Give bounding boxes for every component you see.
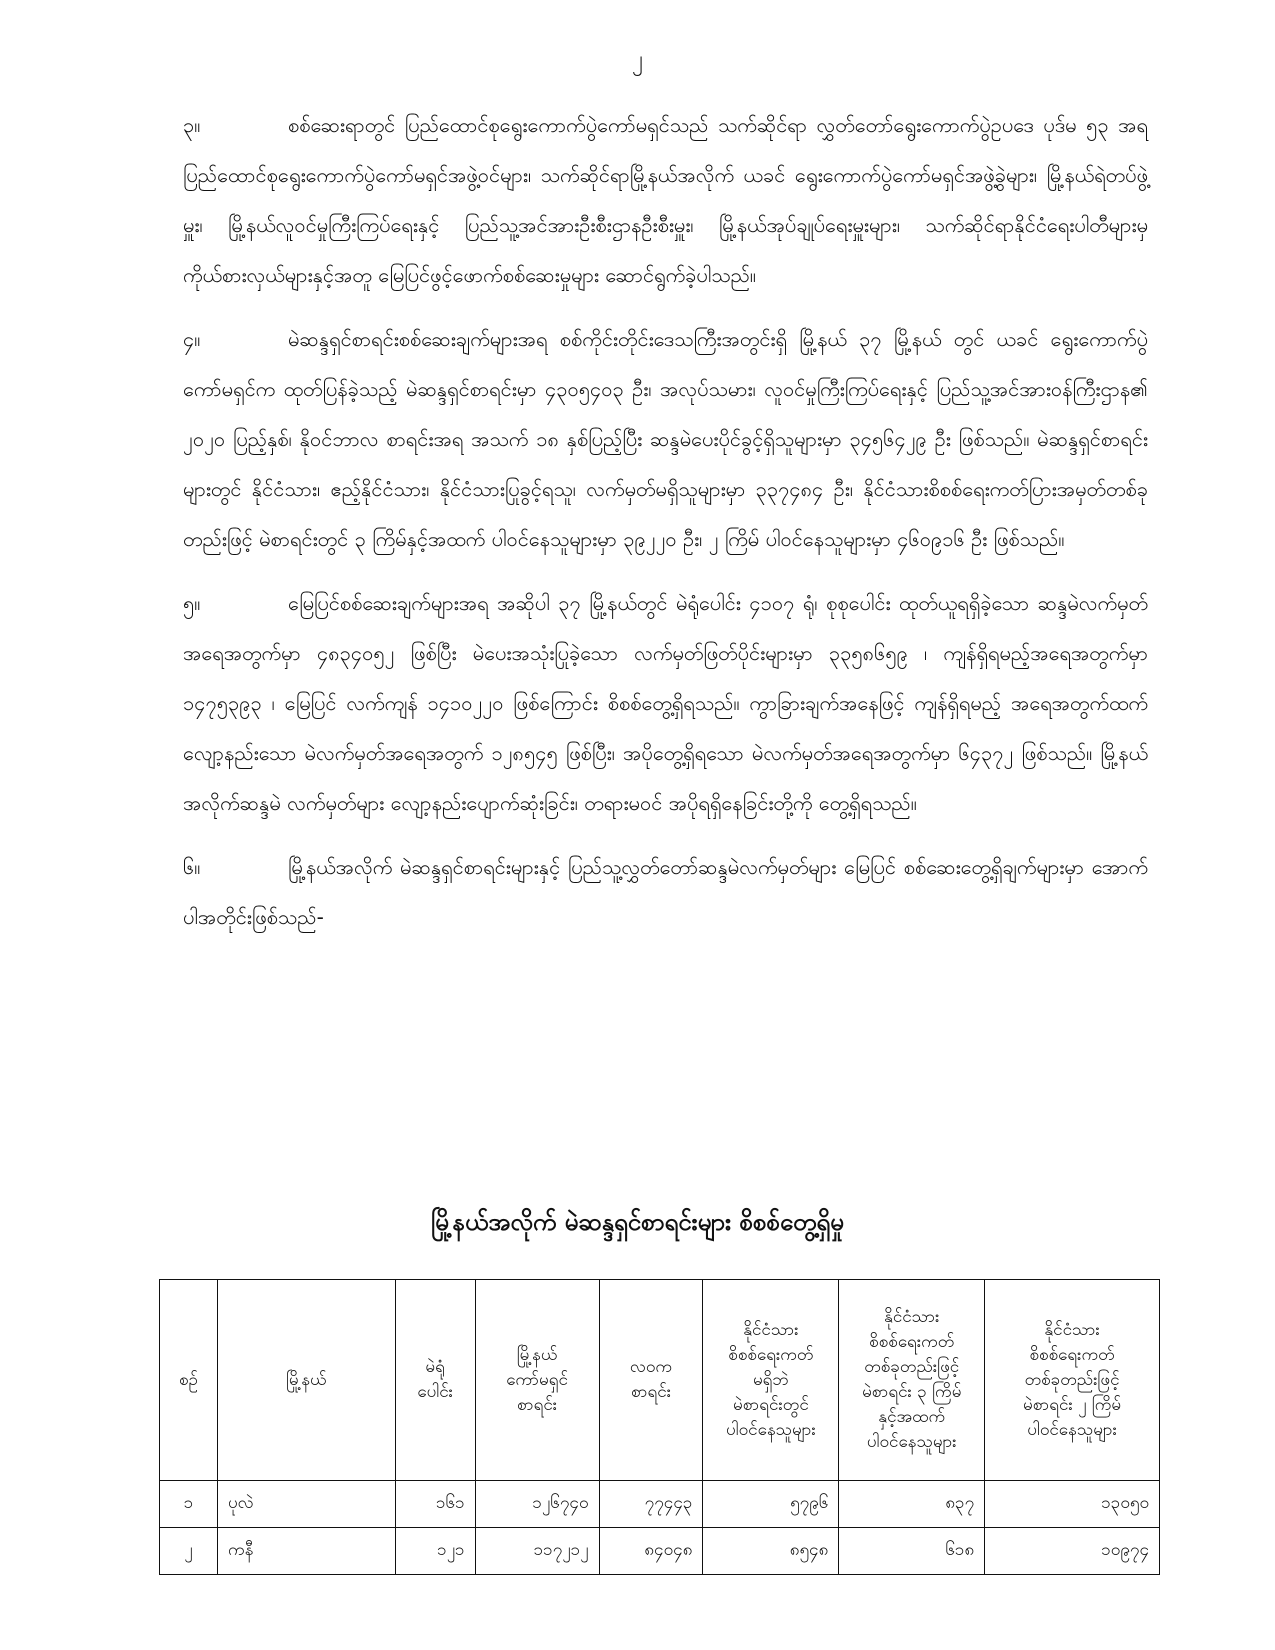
cell-immigration-list: ၈၄၀၄၈ — [599, 1528, 703, 1575]
cell-immigration-list: ၇၇၄၄၃ — [599, 1481, 703, 1528]
header-listed-twice: နိုင်ငံသား စိစစ်ရေးကတ် တစ်ခုတည်းဖြင့် မဲစာရင်း ၂ ကြိမ် ပါဝင်နေသူများ — [985, 1280, 1160, 1481]
cell-township-commission-list: ၁၂၆၇၄၀ — [475, 1481, 599, 1528]
township-voter-list-table — [159, 1279, 1160, 1575]
paragraph-3 — [183, 100, 1148, 300]
cell-township: ပုလဲ — [217, 1481, 395, 1528]
paragraph-number: ၅။ — [183, 591, 201, 615]
cell-listed-three-or-more-times: ၆၁၈ — [839, 1528, 985, 1575]
body-text — [183, 100, 1148, 956]
paragraph-number: ၄။ — [183, 327, 201, 351]
paragraph-text: စစ်ဆေးရာတွင် ပြည်ထောင်စုရွေးကောက်ပွဲကော်မရှင်သည် သက်ဆိုင်ရာ လွှတ်တော်ရွေးကောက်ပွဲဥပဒေ ပုဒ်မ ၅၃ အရ ပြည်ထောင်စုရွေးကောက်ပွဲကော်မရှင်အဖွဲ့ဝင်များ၊ သက်ဆိုင်ရာမြို့နယ်အလိုက် ယခင် ရွေးကောက်ပွဲကော်မရှင်အဖွဲ့ခွဲများ၊ မြို့နယ်ရဲတပ်ဖွဲ့မှူး၊ မြို့နယ်လူဝင်မှုကြီးကြပ်ရေးနှင့် ပြည်သူ့အင်အားဦးစီးဌာနဦးစီးမှူး၊ မြို့နယ်အုပ်ချုပ်ရေးမှူးများ၊ သက်ဆိုင်ရာနိုင်ငံရေးပါတီများမှ ကိုယ်စားလှယ်များနှင့်အတူ မြေပြင်ဖွင့်ဖောက်စစ်ဆေးမှုများ ဆောင်ရွက်ခဲ့ပါသည်။ — [183, 113, 1148, 287]
paragraph-5 — [183, 578, 1148, 828]
header-listed-three-or-more-times: နိုင်ငံသား စိစစ်ရေးကတ် တစ်ခုတည်းဖြင့် မဲစာရင်း ၃ ကြိမ် နှင့်အထက် ပါဝင်နေသူများ — [839, 1280, 985, 1481]
header-immigration-list: လဝက စာရင်း — [599, 1280, 703, 1481]
cell-serial-no: ၁ — [160, 1481, 218, 1528]
cell-listed-three-or-more-times: ၈၃၇ — [839, 1481, 985, 1528]
paragraph-text: မြေပြင်စစ်ဆေးချက်များအရ အဆိုပါ ၃၇ မြို့နယ်တွင် မဲရုံပေါင်း ၄၁၀၇ ရုံ၊ စုစုပေါင်း ထုတ်ယူရရှိခဲ့သော ဆန္ဒမဲလက်မှတ်အရေအတွက်မှာ ၄၈၃၄၀၅၂ ဖြစ်ပြီး မဲပေးအသုံးပြုခဲ့သော လက်မှတ်ဖြတ်ပိုင်းများမှာ ၃၃၅၈၆၅၉ ၊ ကျန်ရှိရမည့်အရေအတွက်မှာ ၁၄၇၅၃၉၃ ၊ မြေပြင် လက်ကျန် ၁၄၁၀၂၂၀ ဖြစ်ကြောင်း စိစစ်တွေ့ရှိရသည်။ ကွာခြားချက်အနေဖြင့် ကျန်ရှိရမည့် အရေအတွက်ထက် လျော့နည်းသော မဲလက်မှတ်အရေအတွက် ၁၂၈၅၄၅ ဖြစ်ပြီး၊ အပိုတွေ့ရှိရသော မဲလက်မှတ်အရေအတွက်မှာ ၆၄၃၇၂ ဖြစ်သည်။ မြို့နယ်အလိုက်ဆန္ဒမဲ လက်မှတ်များ လျော့နည်းပျောက်ဆုံးခြင်း၊ တရားမဝင် အပိုရရှိနေခြင်းတို့ကို တွေ့ရှိရသည်။ — [183, 591, 1148, 815]
paragraph-number: ၆။ — [183, 855, 201, 879]
paragraph-number: ၃။ — [183, 113, 201, 137]
cell-polling-stations: ၁၂၁ — [395, 1528, 475, 1575]
cell-township-commission-list: ၁၁၇၂၁၂ — [475, 1528, 599, 1575]
page-number: ၂ — [632, 47, 643, 72]
header-township-commission-list: မြို့နယ် ကော်မရှင် စာရင်း — [475, 1280, 599, 1481]
paragraph-text: မြို့နယ်အလိုက် မဲဆန္ဒရှင်စာရင်းများနှင့် ပြည်သူ့လွှတ်တော်ဆန္ဒမဲလက်မှတ်များ မြေပြင် စစ်ဆေးတွေ့ရှိချက်များမှာ အောက်ပါအတိုင်းဖြစ်သည်- — [183, 855, 1148, 929]
header-without-scrutiny-card: နိုင်ငံသား စိစစ်ရေးကတ် မရှိဘဲ မဲစာရင်းတွင် ပါဝင်နေသူများ — [703, 1280, 839, 1481]
paragraph-6 — [183, 842, 1148, 942]
cell-serial-no: ၂ — [160, 1528, 218, 1575]
header-serial-no: စဉ် — [160, 1280, 218, 1481]
cell-without-scrutiny-card: ၈၅၄၈ — [703, 1528, 839, 1575]
header-township: မြို့နယ် — [217, 1280, 395, 1481]
paragraph-4 — [183, 314, 1148, 564]
table-header-row — [160, 1280, 1160, 1481]
cell-listed-twice: ၁၀၉၇၄ — [985, 1528, 1160, 1575]
table-row — [160, 1528, 1160, 1575]
cell-polling-stations: ၁၆၁ — [395, 1481, 475, 1528]
header-polling-stations: မဲရုံ ပေါင်း — [395, 1280, 475, 1481]
cell-listed-twice: ၁၃၀၅၀ — [985, 1481, 1160, 1528]
paragraph-text: မဲဆန္ဒရှင်စာရင်းစစ်ဆေးချက်များအရ စစ်ကိုင်းတိုင်းဒေသကြီးအတွင်းရှိ မြို့နယ် ၃၇ မြို့နယ် တွင် ယခင် ရွေးကောက်ပွဲကော်မရှင်က ထုတ်ပြန်ခဲ့သည့် မဲဆန္ဒရှင်စာရင်းမှာ ၄၃၀၅၄၀၃ ဦး၊ အလုပ်သမား၊ လူဝင်မှုကြီးကြပ်ရေးနှင့် ပြည်သူ့အင်အားဝန်ကြီးဌာန၏ ၂၀၂၀ ပြည့်နှစ်၊ နိုဝင်ဘာလ စာရင်းအရ အသက် ၁၈ နှစ်ပြည့်ပြီး ဆန္ဒမဲပေးပိုင်ခွင့်ရှိသူများမှာ ၃၄၅၆၄၂၉ ဦး ဖြစ်သည်။ မဲဆန္ဒရှင်စာရင်းများတွင် နိုင်ငံသား၊ ဧည့်နိုင်ငံသား၊ နိုင်ငံသားပြုခွင့်ရသူ၊ လက်မှတ်မရှိသူများမှာ ၃၃၇၄၈၄ ဦး၊ နိုင်ငံသားစိစစ်ရေးကတ်ပြားအမှတ်တစ်ခုတည်းဖြင့် မဲစာရင်းတွင် ၃ ကြိမ်နှင့်အထက် ပါဝင်နေသူများမှာ ၃၉၂၂၀ ဦး၊ ၂ ကြိမ် ပါဝင်နေသူများမှာ ၄၆၀၉၁၆ ဦး ဖြစ်သည်။ — [183, 327, 1148, 551]
cell-township: ကနီ — [217, 1528, 395, 1575]
table-row — [160, 1481, 1160, 1528]
cell-without-scrutiny-card: ၅၇၉၆ — [703, 1481, 839, 1528]
table-title: မြို့နယ်အလိုက် မဲဆန္ဒရှင်စာရင်းများ စိစစ်တွေ့ရှိမှု — [431, 1208, 844, 1236]
